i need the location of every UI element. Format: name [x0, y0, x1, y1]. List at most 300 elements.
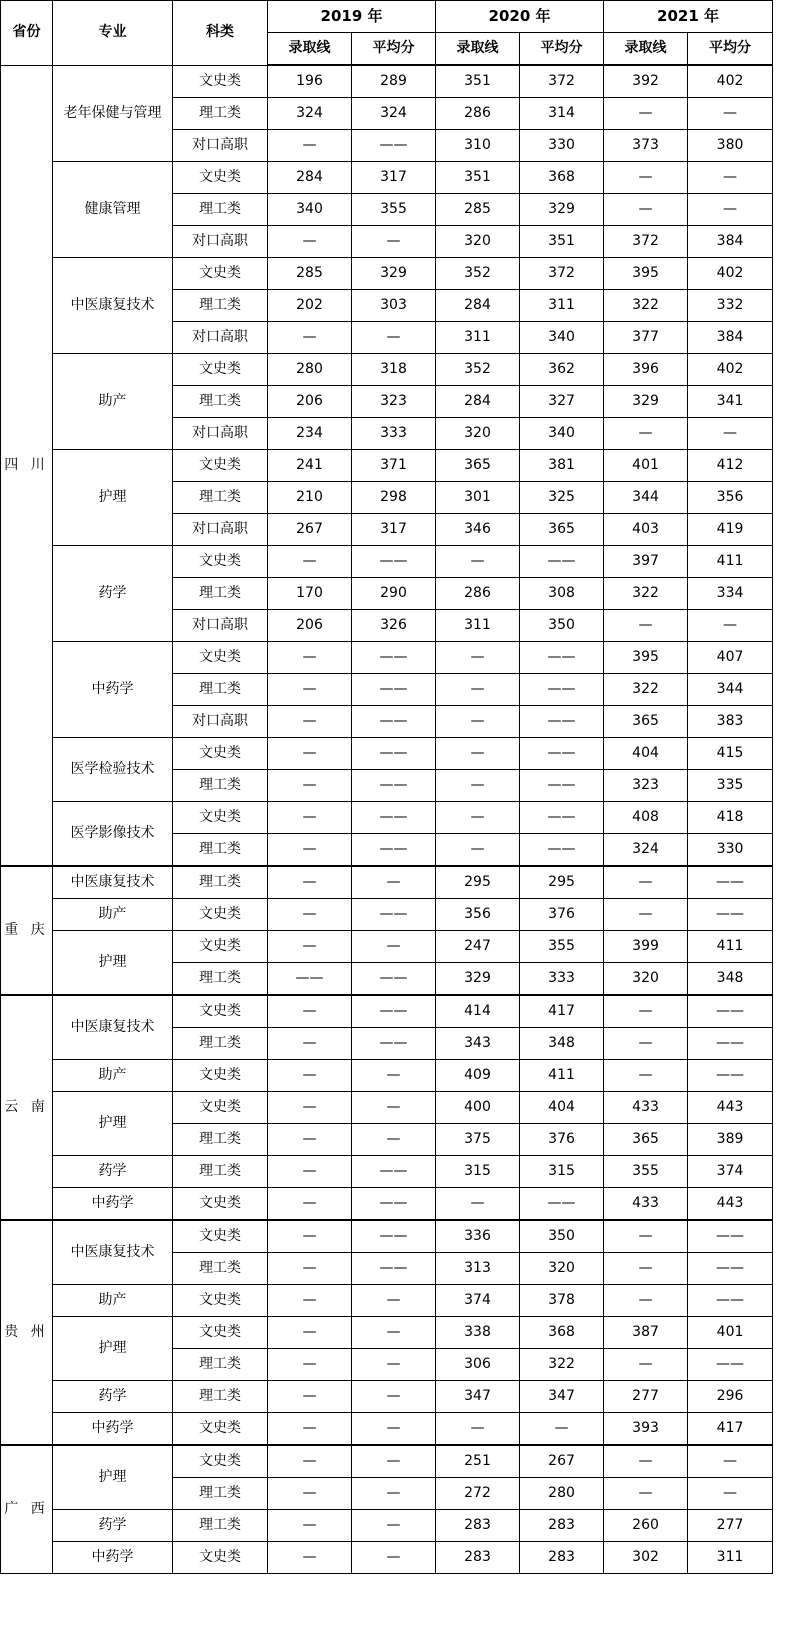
average-2019-cell: —	[352, 322, 436, 354]
major-cell: 中药学	[53, 642, 173, 738]
average-2021-cell: ——	[688, 1285, 773, 1317]
cutoff-2021-cell: 377	[604, 322, 688, 354]
average-2019-cell: 324	[352, 98, 436, 130]
average-2020-cell: 378	[520, 1285, 604, 1317]
average-2020-cell: 325	[520, 482, 604, 514]
average-2020-cell: 329	[520, 194, 604, 226]
major-cell: 医学检验技术	[53, 738, 173, 802]
average-2020-cell: —	[520, 1413, 604, 1446]
average-2019-cell: —	[352, 1060, 436, 1092]
cutoff-2021-cell: —	[604, 1349, 688, 1381]
average-2020-cell: 350	[520, 1220, 604, 1253]
category-cell: 理工类	[173, 674, 268, 706]
cutoff-2021-cell: 365	[604, 1124, 688, 1156]
major-cell: 老年保健与管理	[53, 65, 173, 162]
average-2019-cell: ——	[352, 802, 436, 834]
average-2019-cell: 326	[352, 610, 436, 642]
average-2020-cell: ——	[520, 642, 604, 674]
average-2021-cell: 348	[688, 963, 773, 996]
average-2019-cell: —	[352, 1478, 436, 1510]
average-2021-cell: 419	[688, 514, 773, 546]
average-2021-cell: 411	[688, 931, 773, 963]
average-2021-cell: 296	[688, 1381, 773, 1413]
cutoff-2021-cell: 401	[604, 450, 688, 482]
province-cell: 重 庆	[1, 866, 53, 995]
cutoff-2021-cell: 373	[604, 130, 688, 162]
average-2020-cell: 340	[520, 322, 604, 354]
table-row	[1, 738, 773, 770]
cutoff-2019-cell: —	[268, 1028, 352, 1060]
cutoff-2019-cell: —	[268, 1092, 352, 1124]
cutoff-2019-cell: 206	[268, 610, 352, 642]
average-2021-cell: 277	[688, 1510, 773, 1542]
category-cell: 文史类	[173, 258, 268, 290]
average-2020-cell: ——	[520, 546, 604, 578]
cutoff-2020-cell: 374	[436, 1285, 520, 1317]
average-2019-cell: ——	[352, 1156, 436, 1188]
average-2019-cell: ——	[352, 899, 436, 931]
cutoff-2020-cell: 320	[436, 418, 520, 450]
cutoff-2021-cell: —	[604, 610, 688, 642]
average-2020-cell: 368	[520, 162, 604, 194]
average-2019-cell: ——	[352, 706, 436, 738]
average-2020-cell: ——	[520, 770, 604, 802]
header-average-2019: 平均分	[352, 33, 436, 66]
category-cell: 理工类	[173, 866, 268, 899]
cutoff-2021-cell: —	[604, 98, 688, 130]
cutoff-2021-cell: —	[604, 1478, 688, 1510]
average-2019-cell: ——	[352, 546, 436, 578]
cutoff-2019-cell: —	[268, 866, 352, 899]
average-2019-cell: ——	[352, 1028, 436, 1060]
category-cell: 文史类	[173, 354, 268, 386]
average-2019-cell: ——	[352, 674, 436, 706]
table-row	[1, 1381, 773, 1413]
major-cell: 药学	[53, 1510, 173, 1542]
cutoff-2019-cell: —	[268, 995, 352, 1028]
average-2020-cell: 295	[520, 866, 604, 899]
cutoff-2019-cell: —	[268, 834, 352, 867]
average-2021-cell: 374	[688, 1156, 773, 1188]
average-2020-cell: ——	[520, 802, 604, 834]
cutoff-2020-cell: 352	[436, 258, 520, 290]
cutoff-2019-cell: —	[268, 130, 352, 162]
cutoff-2021-cell: 302	[604, 1542, 688, 1574]
cutoff-2021-cell: 277	[604, 1381, 688, 1413]
average-2021-cell: —	[688, 1478, 773, 1510]
category-cell: 理工类	[173, 1478, 268, 1510]
major-cell: 护理	[53, 1092, 173, 1156]
major-cell: 助产	[53, 899, 173, 931]
category-cell: 文史类	[173, 1188, 268, 1221]
table-row	[1, 1220, 773, 1253]
cutoff-2020-cell: 247	[436, 931, 520, 963]
cutoff-2019-cell: 285	[268, 258, 352, 290]
cutoff-2021-cell: —	[604, 1445, 688, 1478]
average-2019-cell: 371	[352, 450, 436, 482]
average-2021-cell: 332	[688, 290, 773, 322]
cutoff-2021-cell: 408	[604, 802, 688, 834]
cutoff-2019-cell: —	[268, 226, 352, 258]
cutoff-2019-cell: —	[268, 1413, 352, 1446]
table-body	[1, 65, 773, 1574]
average-2019-cell: —	[352, 1124, 436, 1156]
cutoff-2021-cell: —	[604, 1285, 688, 1317]
cutoff-2020-cell: 301	[436, 482, 520, 514]
cutoff-2020-cell: —	[436, 1188, 520, 1221]
cutoff-2021-cell: 396	[604, 354, 688, 386]
header-year-2019: 2019 年	[268, 1, 436, 33]
table-row	[1, 354, 773, 386]
cutoff-2020-cell: 283	[436, 1542, 520, 1574]
cutoff-2019-cell: —	[268, 1542, 352, 1574]
category-cell: 文史类	[173, 1413, 268, 1446]
cutoff-2021-cell: 395	[604, 642, 688, 674]
major-cell: 助产	[53, 354, 173, 450]
average-2019-cell: ——	[352, 642, 436, 674]
average-2020-cell: 320	[520, 1253, 604, 1285]
cutoff-2019-cell: —	[268, 1381, 352, 1413]
table-row	[1, 866, 773, 899]
cutoff-2019-cell: —	[268, 322, 352, 354]
average-2019-cell: —	[352, 866, 436, 899]
average-2021-cell: 384	[688, 322, 773, 354]
cutoff-2020-cell: 356	[436, 899, 520, 931]
cutoff-2021-cell: 397	[604, 546, 688, 578]
cutoff-2019-cell: —	[268, 899, 352, 931]
cutoff-2019-cell: —	[268, 738, 352, 770]
category-cell: 理工类	[173, 578, 268, 610]
cutoff-2021-cell: 322	[604, 290, 688, 322]
cutoff-2020-cell: 306	[436, 1349, 520, 1381]
cutoff-2021-cell: 433	[604, 1092, 688, 1124]
average-2020-cell: 322	[520, 1349, 604, 1381]
average-2019-cell: —	[352, 1413, 436, 1446]
category-cell: 文史类	[173, 1285, 268, 1317]
cutoff-2021-cell: 372	[604, 226, 688, 258]
average-2019-cell: 317	[352, 162, 436, 194]
cutoff-2020-cell: 251	[436, 1445, 520, 1478]
cutoff-2020-cell: —	[436, 546, 520, 578]
average-2021-cell: 443	[688, 1188, 773, 1221]
average-2021-cell: 335	[688, 770, 773, 802]
average-2020-cell: 417	[520, 995, 604, 1028]
category-cell: 文史类	[173, 931, 268, 963]
cutoff-2020-cell: —	[436, 802, 520, 834]
average-2020-cell: 350	[520, 610, 604, 642]
cutoff-2020-cell: —	[436, 1413, 520, 1446]
category-cell: 理工类	[173, 386, 268, 418]
category-cell: 理工类	[173, 482, 268, 514]
average-2019-cell: —	[352, 1349, 436, 1381]
major-cell: 中医康复技术	[53, 866, 173, 899]
average-2020-cell: 267	[520, 1445, 604, 1478]
cutoff-2021-cell: —	[604, 1253, 688, 1285]
average-2019-cell: —	[352, 1317, 436, 1349]
cutoff-2019-cell: —	[268, 1156, 352, 1188]
header-major: 专业	[53, 1, 173, 66]
table-row	[1, 931, 773, 963]
table-row	[1, 1156, 773, 1188]
average-2021-cell: ——	[688, 866, 773, 899]
cutoff-2020-cell: 272	[436, 1478, 520, 1510]
average-2021-cell: ——	[688, 899, 773, 931]
cutoff-2021-cell: 344	[604, 482, 688, 514]
average-2021-cell: —	[688, 162, 773, 194]
average-2019-cell: 318	[352, 354, 436, 386]
cutoff-2019-cell: 241	[268, 450, 352, 482]
major-cell: 助产	[53, 1285, 173, 1317]
cutoff-2020-cell: 409	[436, 1060, 520, 1092]
cutoff-2020-cell: 295	[436, 866, 520, 899]
table-row	[1, 1188, 773, 1221]
average-2021-cell: 383	[688, 706, 773, 738]
header-cutoff-2020: 录取线	[436, 33, 520, 66]
category-cell: 文史类	[173, 802, 268, 834]
cutoff-2020-cell: 285	[436, 194, 520, 226]
cutoff-2019-cell: —	[268, 1188, 352, 1221]
average-2019-cell: ——	[352, 1253, 436, 1285]
cutoff-2020-cell: 286	[436, 98, 520, 130]
category-cell: 理工类	[173, 194, 268, 226]
cutoff-2019-cell: —	[268, 1220, 352, 1253]
average-2021-cell: 443	[688, 1092, 773, 1124]
table-row	[1, 450, 773, 482]
cutoff-2020-cell: 347	[436, 1381, 520, 1413]
cutoff-2021-cell: —	[604, 162, 688, 194]
average-2020-cell: 308	[520, 578, 604, 610]
major-cell: 中医康复技术	[53, 258, 173, 354]
cutoff-2020-cell: 320	[436, 226, 520, 258]
average-2021-cell: 415	[688, 738, 773, 770]
average-2019-cell: 298	[352, 482, 436, 514]
category-cell: 对口高职	[173, 226, 268, 258]
header-average-2020: 平均分	[520, 33, 604, 66]
cutoff-2021-cell: 399	[604, 931, 688, 963]
cutoff-2019-cell: —	[268, 770, 352, 802]
category-cell: 理工类	[173, 290, 268, 322]
cutoff-2021-cell: —	[604, 899, 688, 931]
average-2020-cell: 348	[520, 1028, 604, 1060]
major-cell: 护理	[53, 1317, 173, 1381]
table-row	[1, 1542, 773, 1574]
category-cell: 理工类	[173, 1156, 268, 1188]
cutoff-2019-cell: 210	[268, 482, 352, 514]
category-cell: 文史类	[173, 1542, 268, 1574]
category-cell: 理工类	[173, 1124, 268, 1156]
average-2019-cell: —	[352, 226, 436, 258]
cutoff-2019-cell: —	[268, 802, 352, 834]
average-2021-cell: 311	[688, 1542, 773, 1574]
cutoff-2020-cell: —	[436, 706, 520, 738]
average-2021-cell: —	[688, 418, 773, 450]
cutoff-2021-cell: 403	[604, 514, 688, 546]
category-cell: 对口高职	[173, 322, 268, 354]
average-2020-cell: 411	[520, 1060, 604, 1092]
major-cell: 药学	[53, 546, 173, 642]
cutoff-2021-cell: 260	[604, 1510, 688, 1542]
major-cell: 中药学	[53, 1542, 173, 1574]
table-row	[1, 1445, 773, 1478]
average-2019-cell: —	[352, 1285, 436, 1317]
cutoff-2021-cell: 329	[604, 386, 688, 418]
table-row	[1, 642, 773, 674]
average-2020-cell: 283	[520, 1542, 604, 1574]
average-2021-cell: 407	[688, 642, 773, 674]
major-cell: 中医康复技术	[53, 995, 173, 1060]
average-2021-cell: ——	[688, 995, 773, 1028]
cutoff-2019-cell: ——	[268, 963, 352, 996]
cutoff-2019-cell: 280	[268, 354, 352, 386]
major-cell: 助产	[53, 1060, 173, 1092]
cutoff-2019-cell: —	[268, 674, 352, 706]
cutoff-2019-cell: 196	[268, 65, 352, 98]
category-cell: 理工类	[173, 98, 268, 130]
category-cell: 对口高职	[173, 514, 268, 546]
average-2019-cell: 290	[352, 578, 436, 610]
average-2021-cell: 380	[688, 130, 773, 162]
average-2021-cell: 389	[688, 1124, 773, 1156]
category-cell: 文史类	[173, 1092, 268, 1124]
average-2019-cell: ——	[352, 995, 436, 1028]
average-2020-cell: ——	[520, 674, 604, 706]
cutoff-2020-cell: 338	[436, 1317, 520, 1349]
average-2019-cell: 355	[352, 194, 436, 226]
category-cell: 文史类	[173, 1445, 268, 1478]
category-cell: 文史类	[173, 899, 268, 931]
average-2020-cell: 327	[520, 386, 604, 418]
cutoff-2021-cell: 324	[604, 834, 688, 867]
cutoff-2020-cell: —	[436, 738, 520, 770]
average-2019-cell: ——	[352, 1220, 436, 1253]
header-category: 科类	[173, 1, 268, 66]
header-province: 省份	[1, 1, 53, 66]
average-2020-cell: ——	[520, 834, 604, 867]
category-cell: 文史类	[173, 642, 268, 674]
cutoff-2019-cell: 267	[268, 514, 352, 546]
header-year-2021: 2021 年	[604, 1, 773, 33]
cutoff-2020-cell: 311	[436, 610, 520, 642]
average-2021-cell: 341	[688, 386, 773, 418]
average-2019-cell: —	[352, 1542, 436, 1574]
average-2020-cell: 362	[520, 354, 604, 386]
cutoff-2020-cell: 365	[436, 450, 520, 482]
category-cell: 文史类	[173, 995, 268, 1028]
cutoff-2021-cell: 323	[604, 770, 688, 802]
cutoff-2019-cell: 324	[268, 98, 352, 130]
average-2020-cell: 283	[520, 1510, 604, 1542]
cutoff-2020-cell: 336	[436, 1220, 520, 1253]
cutoff-2021-cell: —	[604, 1220, 688, 1253]
average-2021-cell: 411	[688, 546, 773, 578]
average-2021-cell: 344	[688, 674, 773, 706]
average-2021-cell: 356	[688, 482, 773, 514]
cutoff-2021-cell: 387	[604, 1317, 688, 1349]
average-2020-cell: 372	[520, 258, 604, 290]
cutoff-2020-cell: 375	[436, 1124, 520, 1156]
cutoff-2021-cell: 433	[604, 1188, 688, 1221]
cutoff-2020-cell: —	[436, 770, 520, 802]
table-row	[1, 802, 773, 834]
cutoff-2020-cell: 313	[436, 1253, 520, 1285]
cutoff-2021-cell: —	[604, 995, 688, 1028]
cutoff-2021-cell: 322	[604, 578, 688, 610]
category-cell: 理工类	[173, 1028, 268, 1060]
cutoff-2020-cell: 310	[436, 130, 520, 162]
average-2019-cell: —	[352, 1510, 436, 1542]
average-2020-cell: 347	[520, 1381, 604, 1413]
major-cell: 中药学	[53, 1188, 173, 1221]
category-cell: 对口高职	[173, 418, 268, 450]
category-cell: 文史类	[173, 1317, 268, 1349]
cutoff-2021-cell: —	[604, 1028, 688, 1060]
category-cell: 对口高职	[173, 610, 268, 642]
cutoff-2020-cell: 284	[436, 386, 520, 418]
cutoff-2020-cell: 315	[436, 1156, 520, 1188]
cutoff-2019-cell: —	[268, 642, 352, 674]
average-2019-cell: 317	[352, 514, 436, 546]
average-2020-cell: 381	[520, 450, 604, 482]
cutoff-2020-cell: —	[436, 674, 520, 706]
cutoff-2021-cell: —	[604, 418, 688, 450]
average-2019-cell: ——	[352, 963, 436, 996]
average-2021-cell: —	[688, 610, 773, 642]
average-2019-cell: —	[352, 1381, 436, 1413]
major-cell: 护理	[53, 1445, 173, 1510]
cutoff-2020-cell: 352	[436, 354, 520, 386]
table-row	[1, 1413, 773, 1446]
average-2020-cell: 404	[520, 1092, 604, 1124]
table-row	[1, 899, 773, 931]
cutoff-2021-cell: 392	[604, 65, 688, 98]
table-row	[1, 162, 773, 194]
cutoff-2019-cell: —	[268, 546, 352, 578]
average-2021-cell: ——	[688, 1028, 773, 1060]
cutoff-2020-cell: 343	[436, 1028, 520, 1060]
cutoff-2019-cell: 340	[268, 194, 352, 226]
cutoff-2021-cell: —	[604, 1060, 688, 1092]
cutoff-2019-cell: —	[268, 1285, 352, 1317]
header-average-2021: 平均分	[688, 33, 773, 66]
average-2019-cell: 303	[352, 290, 436, 322]
cutoff-2020-cell: 400	[436, 1092, 520, 1124]
average-2019-cell: —	[352, 931, 436, 963]
average-2020-cell: 315	[520, 1156, 604, 1188]
category-cell: 文史类	[173, 65, 268, 98]
average-2019-cell: ——	[352, 738, 436, 770]
cutoff-2021-cell: 393	[604, 1413, 688, 1446]
cutoff-2021-cell: 355	[604, 1156, 688, 1188]
average-2021-cell: 418	[688, 802, 773, 834]
province-cell: 贵 州	[1, 1220, 53, 1445]
category-cell: 理工类	[173, 834, 268, 867]
average-2020-cell: 330	[520, 130, 604, 162]
cutoff-2019-cell: —	[268, 1060, 352, 1092]
cutoff-2020-cell: 311	[436, 322, 520, 354]
cutoff-2019-cell: —	[268, 1510, 352, 1542]
average-2021-cell: 384	[688, 226, 773, 258]
cutoff-2021-cell: 320	[604, 963, 688, 996]
cutoff-2020-cell: 329	[436, 963, 520, 996]
category-cell: 理工类	[173, 1510, 268, 1542]
average-2020-cell: 372	[520, 65, 604, 98]
average-2020-cell: 368	[520, 1317, 604, 1349]
major-cell: 健康管理	[53, 162, 173, 258]
average-2020-cell: 340	[520, 418, 604, 450]
average-2020-cell: ——	[520, 706, 604, 738]
average-2021-cell: 412	[688, 450, 773, 482]
table-row	[1, 546, 773, 578]
